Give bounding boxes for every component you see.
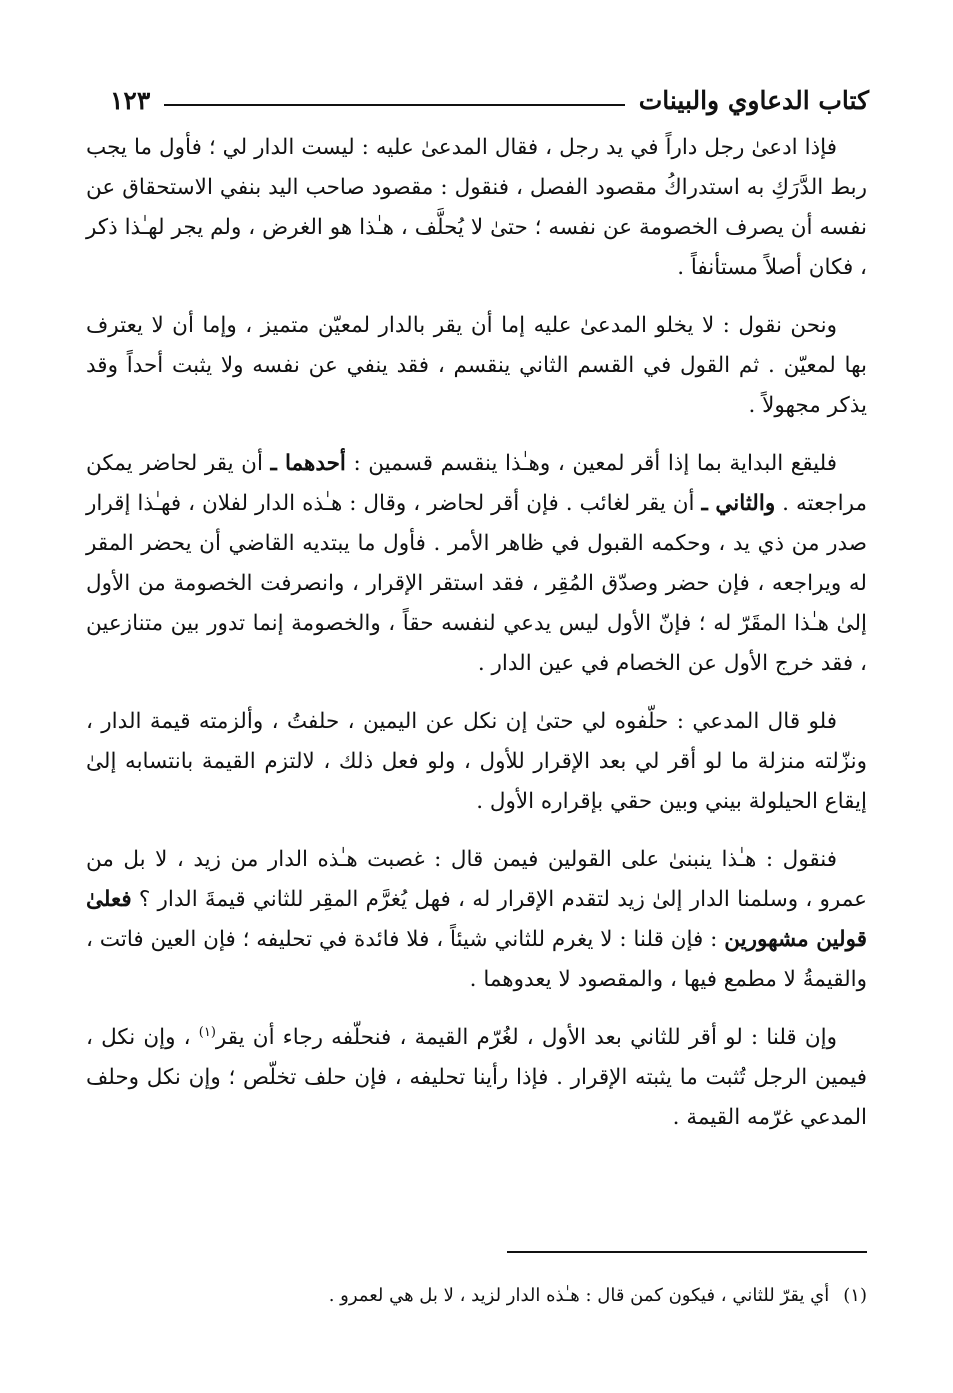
footnote-rule: [507, 1251, 867, 1253]
footnote-text: أي يقرّ للثاني ، فيكون كمن قال : هـٰذه الدار لزيد ، لا بل هي لعمرو .: [328, 1285, 830, 1306]
paragraph-6-text-a: وإن قلنا : لو أقر للثاني بعد الأول ، لغُرّم القيمة ، فنحلّفه رجاء أن يقر: [215, 1025, 838, 1050]
running-header: [110, 80, 869, 120]
paragraph-4: [86, 702, 867, 822]
paragraph-3-bold-a: أحدهما ـ: [270, 451, 346, 476]
chapter-title: كتاب الدعاوي والبينات: [638, 85, 869, 115]
paragraph-5: [86, 840, 867, 1000]
paragraph-2-text: ونحن نقول : لا يخلو المدعىٰ عليه إما أن يقر بالدار لمعيّن متميز ، وإما أن لا يعترف بها لمعيّن . ثم القول في القسم الثاني ينقسم ، فقد ينفي عن نفسه ولا يثبت أحداً وقد يذكر مجهولاً .: [86, 313, 867, 418]
footnote: [86, 1282, 867, 1310]
paragraph-1: [86, 128, 867, 288]
header-rule: [164, 104, 624, 106]
paragraph-3-text-b: أن يقر لحاضر يمكن مراجعته .: [86, 451, 867, 516]
paragraph-5-bold: فعلىٰ قولين مشهورين: [86, 887, 867, 952]
paragraph-5-text-a: فنقول : هـٰذا ينبنىٰ على القولين فيمن قال : غصبت هـٰذه الدار من زيد ، لا بل من عمرو ، وسلمنا الدار إلىٰ زيد لتقدم الإقرار له ، فهل يُغرَّم المقِر للثاني قيمةَ الدار ؟: [86, 847, 867, 912]
paragraph-3: [86, 444, 867, 684]
page-body: [86, 128, 867, 1156]
paragraph-6: [86, 1018, 867, 1138]
paragraph-2: [86, 306, 867, 426]
footnote-ref: (١): [198, 1024, 216, 1040]
paragraph-4-text: فلو قال المدعي : حلّفوه لي حتىٰ إن نكل عن اليمين ، حلفتُ ، وألزمته قيمة الدار ، ونزّلته منزلة ما لو أقر لي بعد الإقرار للأول ، ولو فعل ذلك ، لالتزم القيمة بانتسابه إلىٰ إيقاع الحيلولة بيني وبين حقي بإقراره الأول .: [86, 709, 867, 814]
paragraph-5-text-b: : فإن قلنا : لا يغرم للثاني شيئاً ، فلا فائدة في تحليفه ؛ فإن العين فاتت ، والقيمةُ لا مطمع فيها ، والمقصود لا يعدوهما .: [86, 927, 867, 992]
paragraph-3-text-a: فليقع البداية بما إذا أقر لمعين ، وهـٰذا ينقسم قسمين :: [345, 451, 837, 476]
paragraph-1-text: فإذا ادعىٰ رجل داراً في يد رجل ، فقال المدعىٰ عليه : ليست الدار لي ؛ فأول ما يجب ربط الدَّرَكِ به استدراكُ مقصود الفصل ، فنقول : مقصود صاحب اليد بنفي الاستحقاق عن نفسه أن يصرف الخصومة عن نفسه ؛ حتىٰ لا يُحلَّف ، هـٰذا هو الغرض ، ولم يجر لهـٰذا ذكر ، فكان أصلاً مستأنفاً .: [86, 135, 867, 280]
paragraph-3-bold-b: والثاني ـ: [701, 491, 776, 516]
paragraph-3-text-c: أن يقر لغائب . فإن أقر لحاضر ، وقال : هـٰذه الدار لفلان ، فهـٰذا إقرار صدر من ذي يد ، وحكمه القبول في ظاهر الأمر . فأول ما يبتديه القاضي أن يحضر المقر له ويراجعه ، فإن حضر وصدّق المُقِر ، فقد استقر الإقرار ، وانصرفت الخصومة من الأول إلىٰ هـٰذا المقَرّ له ؛ فإنّ الأول ليس يدعي لنفسه حقاً ، والخصومة إنما تدور بين متنازعين ، فقد خرج الأول عن الخصام في عين الدار .: [86, 491, 867, 676]
paragraph-6-text-b: ، وإن نكل ، فيمين الرجل تُثبت ما يثبته الإقرار . فإذا رأينا تحليفه ، فإن حلف تخلّص ؛ وإن نكل وحلف المدعي غرّمه القيمة .: [86, 1025, 867, 1130]
page-number: ١٢٣: [110, 85, 151, 115]
footnote-number: (١): [843, 1285, 867, 1306]
